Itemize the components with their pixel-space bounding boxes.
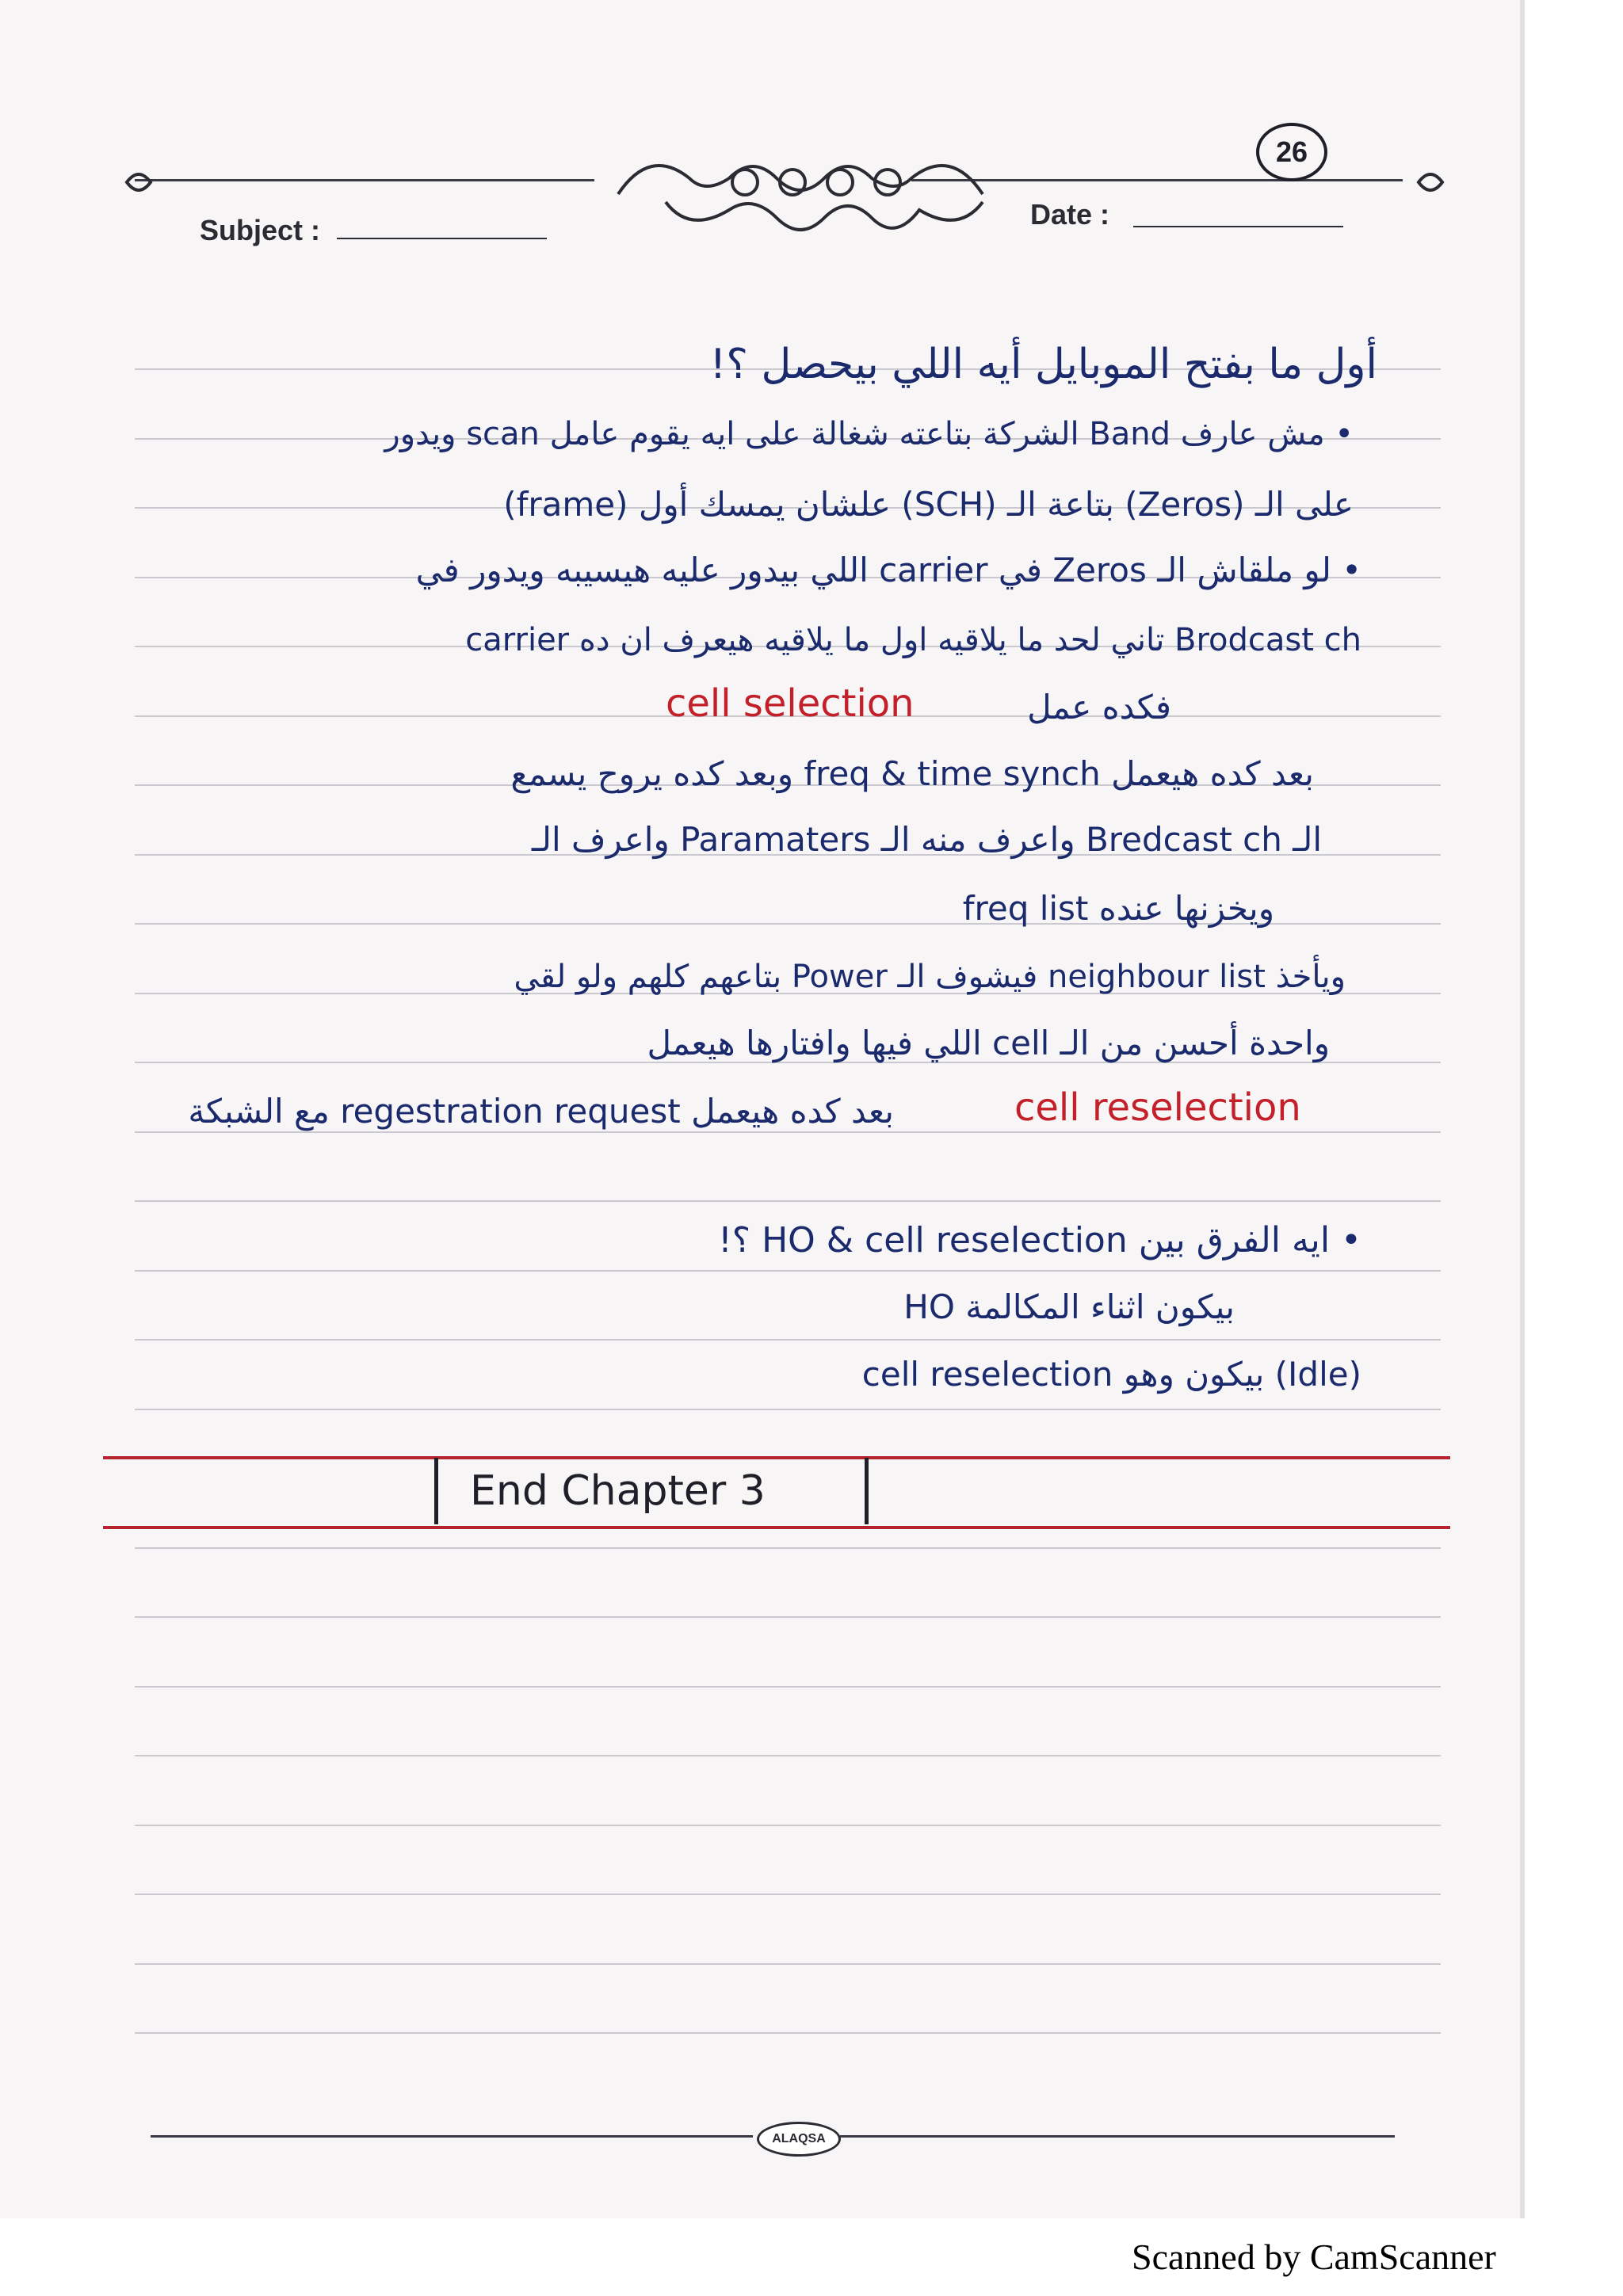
footer-rule-right bbox=[840, 2135, 1395, 2138]
cell-selection-text: cell selection bbox=[666, 681, 915, 726]
note-line-5: carrier تاني لحد ما يلاقيه اول ما يلاقيه هيعرف ان ده Brodcast ch bbox=[465, 622, 1361, 658]
subject-label: Subject : bbox=[200, 214, 321, 246]
note-line-4: • لو ملقاش الـ Zeros في carrier اللي بيدور عليه هيسيبه ويدور في bbox=[415, 551, 1361, 589]
note-line-3: على الـ (Zeros) بتاعة الـ (SCH) علشان يمسك أول (frame) bbox=[503, 485, 1354, 524]
note-line-11: واحدة أحسن من الـ cell اللي فيها وافتارها هيعمل bbox=[647, 1024, 1330, 1062]
note-line-15: cell reselection بيكون وهو (Idle) bbox=[861, 1355, 1361, 1394]
red-divider-bottom bbox=[103, 1526, 1450, 1529]
note-line-2: • مش عارف Band الشركة بتاعته شغالة على ايه يقوم عامل scan ويدور bbox=[384, 416, 1354, 452]
note-line-8: الـ Bredcast ch واعرف منه الـ Paramaters واعرف الـ bbox=[531, 820, 1322, 859]
date-blank bbox=[1133, 226, 1343, 227]
note-line-9: freq list ويخزنها عنده bbox=[962, 889, 1274, 928]
scanner-watermark: Scanned by CamScanner bbox=[1132, 2237, 1496, 2277]
note-line-10: ويأخذ neighbour list فيشوف الـ Power بتاعهم كلهم ولو لقي bbox=[514, 959, 1346, 995]
end-chapter-box: End Chapter 3 bbox=[434, 1458, 869, 1524]
note-line-1: أول ما بفتح الموبايل أيه اللي بيحصل ؟! bbox=[709, 341, 1377, 388]
cell-reselection-text: cell reselection bbox=[1014, 1085, 1301, 1130]
date-label: Date : bbox=[1030, 198, 1110, 231]
brand-logo: ALAQSA bbox=[757, 2122, 841, 2157]
note-line-6: فكده عمل bbox=[1027, 688, 1171, 727]
subject-blank bbox=[337, 238, 547, 239]
note-line-14: HO بيكون اثناء المكالمة bbox=[903, 1287, 1235, 1326]
note-line-7: بعد كده هيعمل freq & time synch وبعد كده يروح يسمع bbox=[510, 754, 1314, 793]
footer-rule-left bbox=[151, 2135, 753, 2138]
page-number: 26 bbox=[1256, 123, 1327, 181]
note-line-12: بعد كده هيعمل regestration request مع الشبكة bbox=[188, 1092, 894, 1131]
note-line-13: • ايه الفرق بين HO & cell reselection ؟! bbox=[718, 1220, 1361, 1261]
